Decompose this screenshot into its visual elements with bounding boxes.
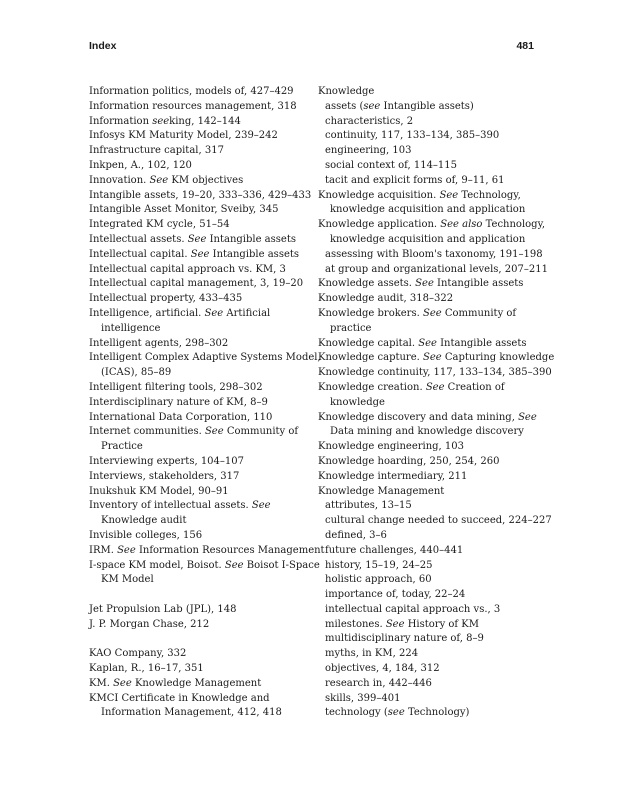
entry-text: Knowledge assets. See Intangible assets — [318, 278, 524, 290]
entry-text: importance of, today, 22–24 — [325, 589, 466, 601]
running-head-title: Index — [89, 40, 117, 52]
index-entry — [89, 85, 309, 100]
entry-text: Information seeking, 142–144 — [89, 115, 241, 127]
entry-text: Innovation. See KM objectives — [89, 174, 244, 186]
entry-continuation: Knowledge audit — [101, 515, 187, 527]
entry-text: Knowledge brokers. See Community of — [318, 307, 517, 319]
index-entry — [318, 218, 546, 248]
entry-text: Internet communities. See Community of — [89, 426, 299, 438]
index-subentry — [318, 144, 538, 159]
entry-text: IRM. See Information Resources Management — [89, 544, 325, 556]
letter-group-gap — [89, 588, 309, 603]
index-entry — [89, 411, 309, 426]
index-subentry — [318, 573, 538, 588]
entry-text: Interdisciplinary nature of KM, 8–9 — [89, 396, 268, 408]
entry-text: Infosys KM Maturity Model, 239–242 — [89, 130, 278, 142]
entry-continuation: (ICAS), 85–89 — [101, 367, 172, 379]
index-entry — [89, 248, 309, 263]
index-subentry — [318, 263, 548, 278]
index-subentry — [318, 514, 552, 529]
entry-text: Intellectual assets. See Intangible assets — [89, 233, 296, 245]
index-subentry — [318, 159, 538, 174]
index-entry — [89, 203, 309, 218]
index-subentry — [318, 677, 538, 692]
index-subentry — [318, 499, 538, 514]
entry-text: KMCI Certificate in Knowledge and — [89, 692, 270, 704]
index-entry — [89, 381, 309, 396]
index-entry — [318, 307, 538, 337]
entry-text: continuity, 117, 133–134, 385–390 — [325, 130, 500, 142]
entry-text: J. P. Morgan Chase, 212 — [89, 618, 210, 630]
index-entry — [89, 544, 325, 559]
index-entry — [318, 292, 538, 307]
index-entry — [318, 337, 538, 352]
index-subentry — [318, 544, 538, 559]
index-entry — [89, 662, 309, 677]
entry-text: Knowledge — [318, 86, 375, 97]
entry-text: Information resources management, 318 — [89, 100, 297, 112]
entry-text: social context of, 114–115 — [325, 159, 458, 171]
index-entry — [318, 470, 538, 485]
entry-text: Interviewing experts, 104–107 — [89, 455, 244, 467]
entry-text: Kaplan, R., 16–17, 351 — [89, 663, 204, 675]
entry-text: Intellectual capital approach vs. KM, 3 — [89, 263, 286, 275]
index-entry — [318, 351, 555, 366]
index-entry — [318, 277, 538, 292]
index-entry — [89, 277, 309, 292]
entry-text: myths, in KM, 224 — [325, 648, 419, 660]
entry-continuation: knowledge acquisition and application — [330, 204, 526, 216]
entry-text: objectives, 4, 184, 312 — [325, 663, 440, 675]
entry-text: KM. See Knowledge Management — [89, 677, 262, 689]
index-subentry — [318, 559, 538, 574]
entry-text: multidisciplinary nature of, 8–9 — [325, 633, 484, 645]
index-entry — [89, 100, 309, 115]
index-entry — [318, 411, 538, 441]
entry-text: Knowledge intermediary, 211 — [318, 470, 468, 482]
entry-text: Knowledge acquisition. See Technology, — [318, 189, 521, 201]
entry-text: skills, 399–401 — [325, 692, 401, 704]
index-entry — [89, 529, 309, 544]
entry-continuation: Practice — [101, 441, 143, 453]
index-subentry — [318, 115, 538, 130]
entry-text: Knowledge hoarding, 250, 254, 260 — [318, 455, 500, 467]
index-entry — [89, 144, 309, 159]
index-entry — [318, 440, 538, 455]
index-entry — [89, 677, 309, 692]
entry-text: Intangible Asset Monitor, Sveiby, 345 — [89, 204, 279, 216]
entry-text: Knowledge capture. See Capturing knowledge — [318, 352, 555, 364]
index-entry — [89, 455, 309, 470]
index-subentry — [318, 603, 538, 618]
entry-text: Inventory of intellectual assets. See — [89, 500, 271, 512]
entry-text: at group and organizational levels, 207–211 — [325, 263, 548, 275]
index-entry — [318, 455, 538, 470]
entry-text: Intangible assets, 19–20, 333–336, 429–433 — [89, 189, 312, 201]
entry-continuation: knowledge acquisition and application — [330, 233, 526, 245]
letter-group-gap — [89, 632, 309, 647]
entry-text: Intelligence, artificial. See Artificial — [89, 307, 271, 319]
entry-text: Knowledge continuity, 117, 133–134, 385–390 — [318, 367, 552, 379]
index-subentry — [318, 706, 538, 721]
entry-text: engineering, 103 — [325, 145, 412, 157]
index-entry — [318, 366, 552, 381]
page-header — [89, 40, 534, 56]
entry-text: Knowledge creation. See Creation of — [318, 381, 505, 393]
index-entry — [89, 189, 312, 204]
index-subentry — [318, 618, 538, 633]
index-entry — [89, 115, 309, 130]
entry-text: Invisible colleges, 156 — [89, 529, 203, 541]
index-subentry — [318, 662, 538, 677]
entry-text: Knowledge discovery and data mining, See — [318, 411, 537, 423]
entry-text: Knowledge application. See also Technology, — [318, 219, 546, 231]
entry-text: characteristics, 2 — [325, 115, 414, 127]
entry-continuation: intelligence — [101, 322, 161, 334]
entry-text: Inukshuk KM Model, 90–91 — [89, 485, 229, 497]
entry-text: technology (see Technology) — [325, 707, 470, 719]
index-entry — [318, 85, 538, 100]
index-subentry — [318, 529, 538, 544]
entry-text: Knowledge engineering, 103 — [318, 441, 465, 453]
entry-text: attributes, 13–15 — [325, 500, 412, 512]
index-entry — [89, 499, 309, 529]
entry-text: Intellectual capital. See Intangible assets — [89, 248, 300, 260]
index-subentry — [318, 692, 538, 707]
index-subentry — [318, 588, 538, 603]
index-entry — [89, 559, 320, 589]
entry-text: Interviews, stakeholders, 317 — [89, 470, 240, 482]
entry-text: KAO Company, 332 — [89, 648, 187, 660]
index-entry — [89, 233, 309, 248]
index-subentry — [318, 100, 538, 115]
index-entry — [89, 292, 309, 307]
index-subentry — [318, 248, 543, 263]
entry-text: Integrated KM cycle, 51–54 — [89, 219, 230, 231]
entry-text: Intelligent agents, 298–302 — [89, 337, 229, 349]
entry-continuation: practice — [330, 322, 372, 334]
index-entry — [89, 618, 309, 633]
entry-text: Infrastructure capital, 317 — [89, 145, 224, 157]
index-entry — [89, 485, 309, 500]
entry-text: Knowledge audit, 318–322 — [318, 293, 454, 305]
index-column-right — [318, 85, 555, 721]
entry-text: Intelligent Complex Adaptive Systems Model, — [89, 352, 321, 364]
entry-text: Intellectual capital management, 3, 19–20 — [89, 278, 304, 290]
entry-text: future challenges, 440–441 — [325, 544, 464, 556]
entry-text: assessing with Bloom's taxonomy, 191–198 — [325, 248, 543, 260]
entry-text: I-space KM model, Boisot. See Boisot I-Space — [89, 559, 320, 571]
entry-text: assets (see Intangible assets) — [325, 100, 474, 112]
entry-continuation: KM Model — [101, 574, 154, 586]
index-entry — [89, 603, 309, 618]
index-entry — [89, 692, 309, 722]
entry-text: Jet Propulsion Lab (JPL), 148 — [89, 603, 237, 615]
index-subentry — [318, 174, 538, 189]
entry-text: International Data Corporation, 110 — [89, 411, 273, 423]
index-entry — [318, 381, 538, 411]
index-entry — [89, 425, 309, 455]
entry-text: cultural change needed to succeed, 224–227 — [325, 515, 552, 527]
index-subentry — [318, 647, 538, 662]
index-entry — [89, 337, 309, 352]
entry-text: tacit and explicit forms of, 9–11, 61 — [325, 174, 505, 186]
index-entry — [89, 263, 309, 278]
index-entry — [89, 470, 309, 485]
index-entry — [89, 307, 309, 337]
entry-text: milestones. See History of KM — [325, 618, 480, 630]
index-entry — [89, 351, 321, 381]
index-entry — [89, 396, 309, 411]
index-entry — [89, 129, 309, 144]
entry-text: Information politics, models of, 427–429 — [89, 86, 294, 97]
index-entry — [89, 159, 309, 174]
index-column-left — [89, 85, 325, 721]
index-entry — [89, 647, 309, 662]
index-entry — [89, 174, 309, 189]
entry-continuation: Data mining and knowledge discovery — [330, 426, 524, 438]
entry-text: history, 15–19, 24–25 — [325, 559, 433, 571]
entry-text: research in, 442–446 — [325, 677, 432, 689]
entry-text: Intelligent filtering tools, 298–302 — [89, 381, 263, 393]
index-entry — [318, 485, 538, 500]
entry-text: Inkpen, A., 102, 120 — [89, 159, 192, 171]
entry-text: Knowledge Management — [318, 485, 445, 497]
entry-text: Knowledge capital. See Intangible assets — [318, 337, 527, 349]
entry-continuation: Information Management, 412, 418 — [101, 707, 282, 719]
index-subentry — [318, 632, 538, 647]
index-subentry — [318, 129, 538, 144]
entry-continuation: knowledge — [330, 396, 385, 408]
entry-text: holistic approach, 60 — [325, 574, 432, 586]
entry-text: intellectual capital approach vs., 3 — [325, 603, 501, 615]
page-number: 481 — [516, 40, 534, 52]
entry-text: Intellectual property, 433–435 — [89, 293, 243, 305]
index-entry — [318, 189, 538, 219]
index-entry — [89, 218, 309, 233]
entry-text: defined, 3–6 — [325, 529, 387, 541]
